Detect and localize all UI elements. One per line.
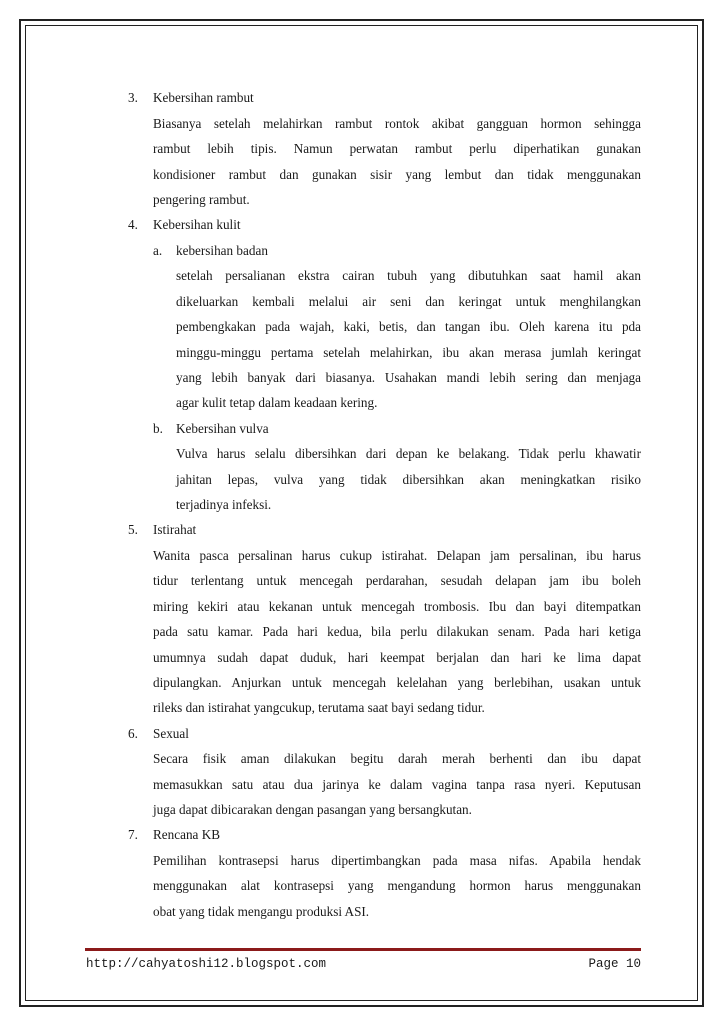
- paragraph-line: jahitan lepas, vulva yang tidak dibersihkan akan meningkatkan risiko: [176, 472, 641, 487]
- paragraph-line: juga dapat dibicarakan dengan pasangan yang bersangkutan.: [153, 802, 472, 817]
- subitem-letter: a.: [153, 243, 163, 258]
- item-heading: Istirahat: [153, 522, 197, 537]
- footer-url-link[interactable]: http://cahyatoshi12.blogspot.com: [86, 957, 327, 971]
- item-number: 5.: [128, 522, 138, 537]
- paragraph-line: Pemilihan kontrasepsi harus dipertimbangkan pada masa nifas. Apabila hendak: [153, 853, 641, 868]
- paragraph-line: pembengkakan pada wajah, kaki, betis, dan tangan ibu. Oleh karena itu pda: [176, 319, 641, 334]
- paragraph-line: pengering rambut.: [153, 192, 250, 207]
- paragraph-line: minggu-minggu pertama setelah melahirkan, ibu akan merasa jumlah keringat: [176, 345, 641, 360]
- paragraph-line: pada satu kamar. Pada hari kedua, bila perlu dilakukan senam. Pada hari ketiga: [153, 624, 641, 639]
- item-heading: Sexual: [153, 726, 189, 741]
- page-number: Page 10: [588, 957, 641, 971]
- paragraph-line: umumnya sudah dapat duduk, hari keempat berjalan dan hari ke lima dapat: [153, 650, 641, 665]
- item-number: 6.: [128, 726, 138, 741]
- item-number: 4.: [128, 217, 138, 232]
- paragraph-line: memasukkan satu atau dua jarinya ke dalam vagina tanpa rasa nyeri. Keputusan: [153, 777, 641, 792]
- paragraph-line: yang lebih banyak dari biasanya. Usahakan mandi lebih sering dan menjaga: [176, 370, 641, 385]
- paragraph-line: kondisioner rambut dan gunakan sisir yang lembut dan tidak menggunakan: [153, 167, 641, 182]
- paragraph-line: Biasanya setelah melahirkan rambut rontok akibat gangguan hormon sehingga: [153, 116, 641, 131]
- item-heading: Kebersihan kulit: [153, 217, 241, 232]
- paragraph-line: menggunakan alat kontrasepsi yang mengandung hormon harus menggunakan: [153, 878, 641, 893]
- item-heading: Kebersihan rambut: [153, 90, 254, 105]
- paragraph-line: obat yang tidak mengangu produksi ASI.: [153, 904, 370, 919]
- paragraph-line: Wanita pasca persalinan harus cukup istirahat. Delapan jam persalinan, ibu harus: [153, 548, 641, 563]
- subitem-heading: kebersihan badan: [176, 243, 268, 258]
- paragraph-line: tidur terlentang untuk mencegah perdarahan, sesudah delapan jam ibu boleh: [153, 573, 641, 588]
- paragraph-line: rambut lebih tipis. Namun perwatan rambut perlu diperhatikan gunakan: [153, 141, 641, 156]
- paragraph-line: dikeluarkan kembali melalui air seni dan keringat untuk menghilangkan: [176, 294, 641, 309]
- paragraph-line: Secara fisik aman dilakukan begitu darah merah berhenti dan ibu dapat: [153, 751, 641, 766]
- paragraph-line: dipulangkan. Anjurkan untuk mencegah kelelahan yang berlebihan, usakan untuk: [153, 675, 641, 690]
- paragraph-line: setelah persalianan ekstra cairan tubuh yang dibutuhkan saat hamil akan: [176, 268, 641, 283]
- item-number: 3.: [128, 90, 138, 105]
- item-number: 7.: [128, 827, 138, 842]
- subitem-letter: b.: [153, 421, 163, 436]
- subitem-heading: Kebersihan vulva: [176, 421, 269, 436]
- paragraph-line: miring kekiri atau kekanan untuk mencegah trombosis. Ibu dan bayi ditempatkan: [153, 599, 641, 614]
- paragraph-line: rileks dan istirahat yangcukup, terutama saat bayi sedang tidur.: [153, 700, 485, 715]
- paragraph-line: Vulva harus selalu dibersihkan dari depan ke belakang. Tidak perlu khawatir: [176, 446, 641, 461]
- item-heading: Rencana KB: [153, 827, 221, 842]
- footer-rule: [85, 948, 641, 951]
- paragraph-line: terjadinya infeksi.: [176, 497, 272, 512]
- paragraph-line: agar kulit tetap dalam keadaan kering.: [176, 395, 378, 410]
